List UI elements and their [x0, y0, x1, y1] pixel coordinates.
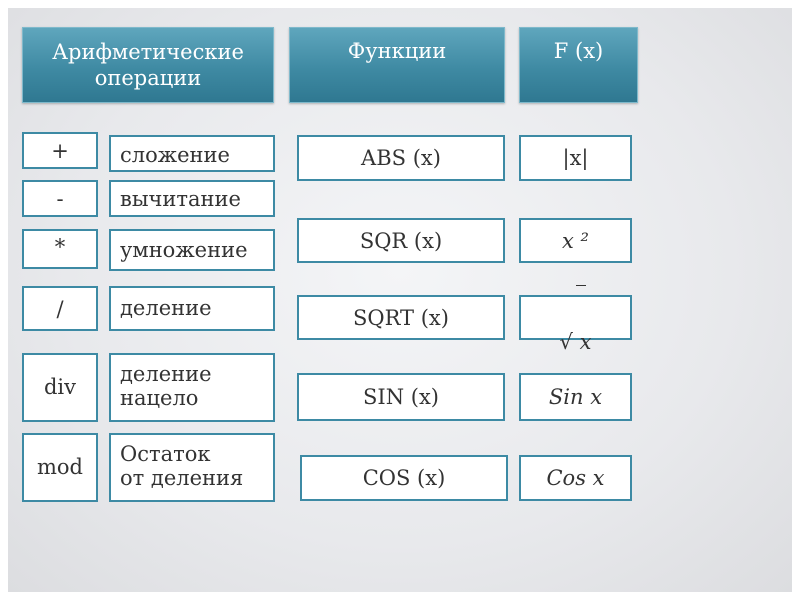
operation-desc-division: деление — [109, 286, 275, 331]
operation-symbol-plus: + — [22, 132, 98, 169]
formula-sqrt-text-wrap — [560, 282, 592, 354]
header-fx: F (x) — [519, 27, 638, 103]
formula-cos — [519, 455, 632, 501]
formula-cos-text: Cos x — [546, 466, 605, 490]
formula-sqrt — [519, 295, 632, 354]
formula-abs-text: |x| — [562, 146, 589, 170]
header-arithmetic-operations: Арифметические операции — [22, 27, 274, 103]
formula-sqrt-text: √ x — [559, 329, 592, 354]
function-sqrt: SQRT (x) — [297, 295, 505, 340]
operation-symbol-multiply: * — [22, 229, 98, 269]
operation-symbol-mod: mod — [22, 433, 98, 502]
operation-symbol-div: div — [22, 353, 98, 422]
operation-desc-addition: сложение — [109, 135, 275, 172]
operation-desc-integer-division: деление нацело — [109, 353, 275, 422]
header-functions: Функции — [289, 27, 505, 103]
function-cos: COS (x) — [300, 455, 508, 501]
function-sin: SIN (x) — [297, 373, 505, 421]
operation-desc-remainder: Остаток от деления — [109, 433, 275, 502]
formula-sin — [519, 373, 632, 421]
formula-abs — [519, 135, 632, 181]
operation-desc-multiplication: умножение — [109, 229, 275, 271]
formula-sqr-text: x ² — [562, 228, 589, 253]
slide — [8, 8, 792, 592]
function-sqr: SQR (x) — [297, 218, 505, 263]
operation-desc-subtraction: вычитание — [109, 180, 275, 217]
formula-sin-text: Sin x — [548, 385, 603, 409]
operation-symbol-divide: / — [22, 286, 98, 331]
formula-sqr — [519, 218, 632, 263]
sqrt-overline — [576, 285, 586, 286]
function-abs: ABS (x) — [297, 135, 505, 181]
operation-symbol-minus: - — [22, 180, 98, 217]
